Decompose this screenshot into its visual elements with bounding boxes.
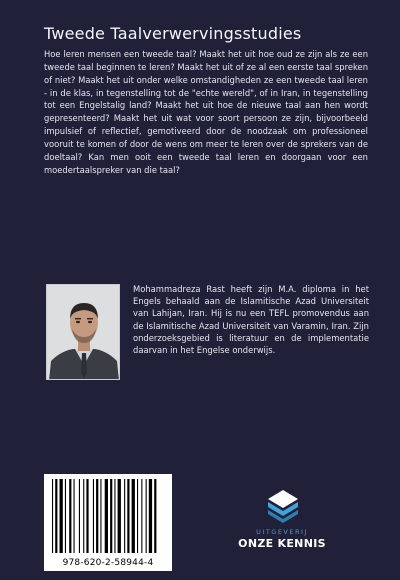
author-portrait-image <box>47 285 120 380</box>
isbn-number: 978-620-2-58944-4 <box>62 558 154 568</box>
author-bio: Mohammadreza Rast heeft zijn M.A. diploma in het Engels behaald aan de Islamitische Azad Universiteit van Lahijan, Iran. Hij is nu een TEFL promovendus aan de Islamitische Azad Universiteit van Varamin, Iran. Zijn onderzoeksgebied is literatuur en de implementatie daarvan in het Engelse onderwijs. <box>133 284 369 356</box>
publisher-name: ONZE KENNIS <box>238 537 326 550</box>
author-photo <box>46 284 120 380</box>
publisher-logo-icon <box>266 488 300 528</box>
book-blurb: Hoe leren mensen een tweede taal? Maakt het uit hoe oud ze zijn als ze een tweede taal beginnen te leren? Maakt het uit of ze al een eerste taal spreken of niet? Maakt het uit onder welke omstandigheden ze een tweede taal leren - in de klas, in tegenstelling tot de "echte wereld", of in Iran, in tegenstelling tot een Engelstalig land? Maakt het uit hoe de nieuwe taal aan hen wordt gepresenteerd? Maakt het uit wat voor soort persoon ze zijn, bijvoorbeeld impulsief of reflectief, gemotiveerd door de noodzaak om professioneel vooruit te komen of door de wens om meer te leren over de sprekers van de doeltaal? Kan men ooit een tweede taal leren en doorgaan voor een moedertaalspreker van die taal? <box>44 49 368 175</box>
publisher-label: UITGEVERIJ <box>256 528 308 536</box>
isbn-barcode <box>44 474 172 571</box>
barcode-bars <box>50 479 166 555</box>
book-title: Tweede Taalverwervingsstudies <box>44 24 302 43</box>
